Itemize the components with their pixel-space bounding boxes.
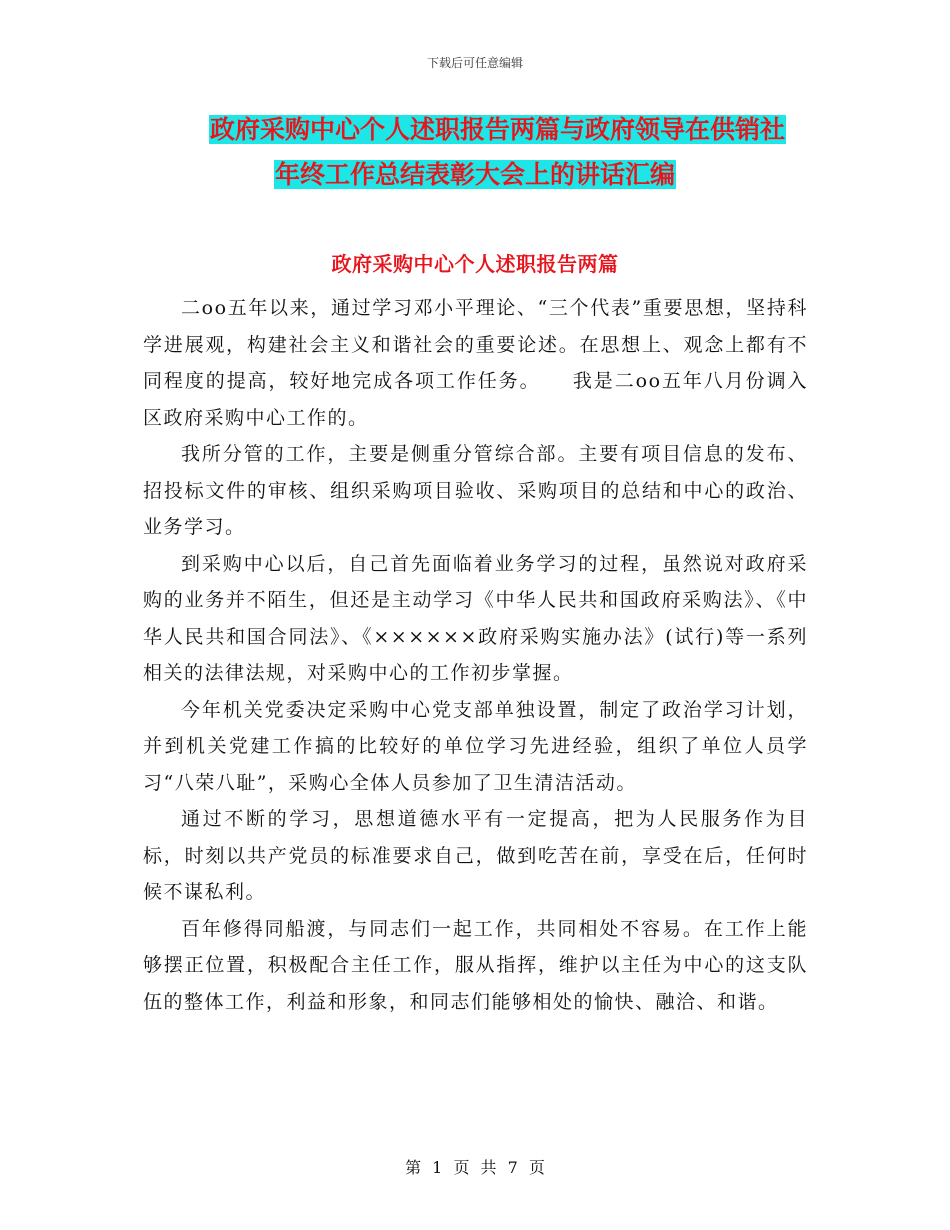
document-title-line-2 [0, 158, 950, 192]
section-title: 政府采购中心个人述职报告两篇 [331, 252, 619, 276]
document-title-line-1 [0, 113, 950, 147]
document-body [143, 290, 808, 1020]
body-paragraph: 到采购中心以后，自己首先面临着业务学习的过程，虽然说对政府采购的业务并不陌生，但还是主动学习《中华人民共和国政府采购法》、《中华人民共和国合同法》、《××××××政府采购实施办法》(试行)等一系列相关的法律法规，对采购中心的工作初步掌握。 [143, 552, 808, 684]
body-paragraph: 今年机关党委决定采购中心党支部单独设置，制定了政治学习计划，并到机关党建工作搞的比较好的单位学习先进经验，组织了单位人员学习“八荣八耻”，采购心全体人员参加了卫生清洁活动。 [143, 698, 808, 794]
body-paragraph: 百年修得同船渡，与同志们一起工作，共同相处不容易。在工作上能够摆正位置，积极配合主任工作，服从指挥，维护以主任为中心的这支队伍的整体工作，利益和形象，和同志们能够相处的愉快、融洽、和谐。 [143, 917, 808, 1013]
document-title-text-1: 政府采购中心个人述职报告两篇与政府领导在供销社 [209, 115, 785, 144]
page-number-footer: 第 1 页 共 7 页 [405, 1158, 545, 1177]
body-paragraph: 通过不断的学习，思想道德水平有一定提高，把为人民服务作为目标，时刻以共产党员的标准要求自己，做到吃苦在前，享受在后，任何时候不谋私利。 [143, 808, 808, 903]
document-title-text-2: 年终工作总结表彰大会上的讲话汇编 [274, 160, 675, 189]
body-paragraph: 二oo五年以来，通过学习邓小平理论、“三个代表”重要思想，坚持科学进展观，构建社会主义和谐社会的重要论述。在思想上、观念上都有不同程度的提高，较好地完成各项工作任务。 我是二oo五年八月份调入区政府采购中心工作的。 [143, 297, 808, 429]
page-header-note: 下载后可任意编辑 [426, 56, 523, 70]
body-paragraph: 我所分管的工作，主要是侧重分管综合部。主要有项目信息的发布、招投标文件的审核、组织采购项目验收、采购项目的总结和中心的政治、业务学习。 [143, 443, 808, 538]
